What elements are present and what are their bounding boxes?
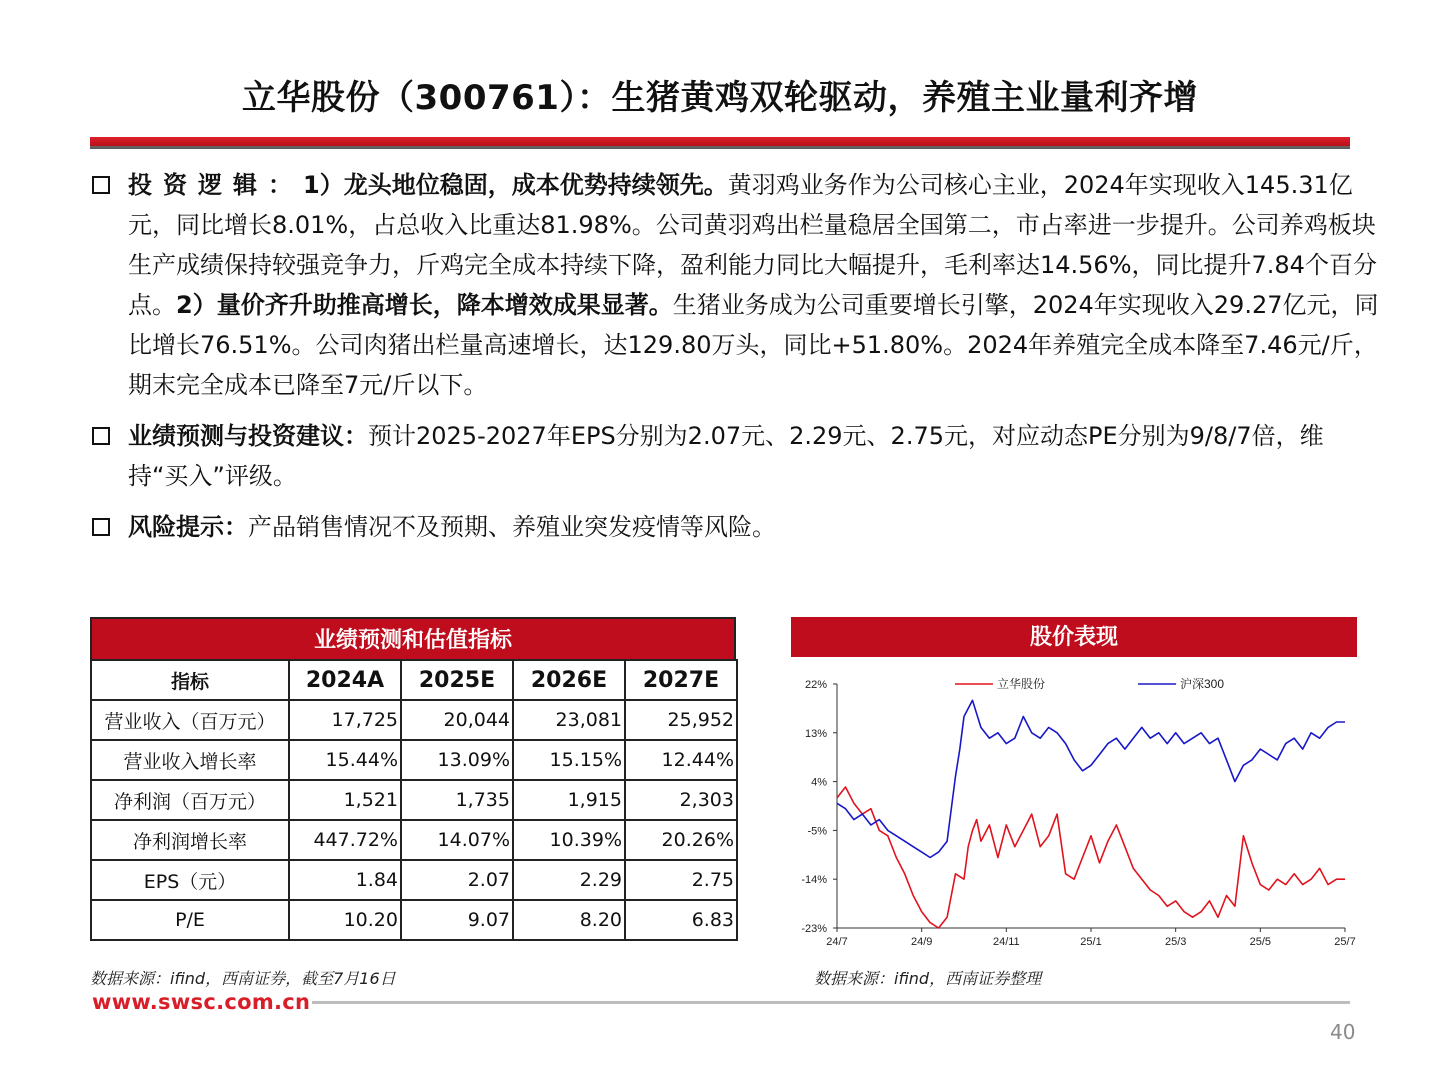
row-label: 营业收入增长率	[91, 740, 289, 780]
footer-url: www.swsc.com.cn	[92, 990, 311, 1014]
x-tick-label: 25/5	[1249, 936, 1272, 948]
bullet-label: 风险提示：	[128, 513, 248, 541]
y-tick-label: -5%	[807, 825, 827, 838]
table-cell: 1,915	[513, 780, 625, 820]
row-label: 营业收入（百万元）	[91, 700, 289, 740]
y-tick-label: 13%	[804, 727, 827, 740]
bullet-list	[90, 165, 1380, 558]
bullet-text: 预计2025-2027年EPS分别为2.07元、2.29元、2.75元，对应动态PE分别为9/8/7倍，维持“买入”评级。	[128, 422, 1324, 490]
table-cell: 447.72%	[289, 820, 401, 860]
row-label: 净利润（百万元）	[91, 780, 289, 820]
table-row	[91, 740, 737, 780]
bullet-forecast	[90, 416, 1380, 496]
bullet-bold-text: 1）龙头地位稳固，成本优势持续领先。	[303, 171, 728, 199]
table-header-row	[91, 660, 737, 700]
series-line-lihua	[837, 787, 1345, 928]
table-cell: 1,735	[401, 780, 513, 820]
x-tick-label: 24/11	[992, 936, 1020, 948]
column-header: 指标	[91, 660, 289, 700]
table-cell: 6.83	[625, 900, 737, 940]
stock-performance-chart	[790, 660, 1360, 960]
table-cell: 1.84	[289, 860, 401, 900]
row-label: EPS（元）	[91, 860, 289, 900]
bullet-label: 投资逻辑：	[128, 171, 303, 199]
checkbox-square-icon	[92, 176, 110, 194]
table-cell: 20,044	[401, 700, 513, 740]
column-header: 2027E	[625, 660, 737, 700]
column-header: 2025E	[401, 660, 513, 700]
y-tick-label: 22%	[804, 679, 827, 691]
bullet-investment-logic	[90, 165, 1380, 405]
table-cell: 9.07	[401, 900, 513, 940]
table-row	[91, 700, 737, 740]
row-label: P/E	[91, 900, 289, 940]
bullet-bold-text: 2）量价齐升助推高增长，降本增效成果显著。	[176, 291, 673, 319]
y-tick-label: 4%	[811, 776, 827, 789]
series-line-hs300	[837, 700, 1345, 857]
financial-table-panel	[90, 617, 736, 941]
x-tick-label: 25/3	[1164, 936, 1187, 948]
legend-label-lihua: 立华股份	[997, 677, 1046, 691]
column-header: 2024A	[289, 660, 401, 700]
column-header: 2026E	[513, 660, 625, 700]
chart-title: 股价表现	[791, 617, 1357, 657]
table-row	[91, 900, 737, 940]
bullet-text: 黄羽鸡业务作为公司核心主业，2024年实现收入145.31亿元，同比增长8.01%，占总收入比重达81.98%。公司黄羽鸡出栏量稳居全国第二，市占率进一步提升。公司养鸡板块生产成绩保持较强竞争力，斤鸡完全成本持续下降，盈利能力同比大幅提升，毛利率达14.56%，同比提升7.84个百分点。	[128, 171, 1377, 319]
table-cell: 13.09%	[401, 740, 513, 780]
x-tick-label: 25/7	[1334, 936, 1356, 948]
checkbox-square-icon	[92, 518, 110, 536]
table-cell: 14.07%	[401, 820, 513, 860]
bullet-risk	[90, 507, 1380, 547]
x-tick-label: 25/1	[1080, 936, 1102, 948]
bullet-label: 业绩预测与投资建议：	[128, 422, 368, 450]
footer-divider	[312, 1001, 1350, 1004]
x-tick-label: 24/9	[910, 936, 933, 948]
table-source-note: 数据来源：ifind，西南证券，截至7月16日	[90, 969, 396, 988]
table-cell: 25,952	[625, 700, 737, 740]
legend-label-hs300: 沪深300	[1180, 677, 1225, 691]
table-cell: 15.15%	[513, 740, 625, 780]
table-cell: 15.44%	[289, 740, 401, 780]
y-tick-label: -14%	[801, 874, 827, 887]
table-cell: 12.44%	[625, 740, 737, 780]
table-cell: 23,081	[513, 700, 625, 740]
table-cell: 20.26%	[625, 820, 737, 860]
table-row	[91, 820, 737, 860]
table-cell: 2.29	[513, 860, 625, 900]
table-cell: 2.07	[401, 860, 513, 900]
x-tick-label: 24/7	[826, 936, 848, 948]
title-divider	[90, 137, 1350, 149]
bullet-text: 产品销售情况不及预期、养殖业突发疫情等风险。	[248, 513, 776, 541]
table-cell: 10.20	[289, 900, 401, 940]
table-row	[91, 860, 737, 900]
table-title: 业绩预测和估值指标	[90, 617, 736, 659]
chart-source-note: 数据来源：ifind，西南证券整理	[814, 969, 1042, 988]
page-number: 40	[1330, 1020, 1356, 1044]
bullet-text: 生猪业务成为公司重要增长引擎，2024年实现收入29.27亿元，同比增长76.51%。公司肉猪出栏量高速增长，达129.80万头，同比+51.80%。2024年养殖完全成本降至7.46元/斤，期末完全成本已降至7元/斤以下。	[128, 291, 1379, 399]
table-cell: 2,303	[625, 780, 737, 820]
table-cell: 2.75	[625, 860, 737, 900]
table-row	[91, 780, 737, 820]
financial-table	[90, 659, 738, 941]
table-cell: 17,725	[289, 700, 401, 740]
table-cell: 8.20	[513, 900, 625, 940]
page-title: 立华股份（300761）：生猪黄鸡双轮驱动，养殖主业量利齐增	[242, 78, 1198, 118]
y-tick-label: -23%	[801, 923, 827, 935]
row-label: 净利润增长率	[91, 820, 289, 860]
checkbox-square-icon	[92, 427, 110, 445]
table-cell: 1,521	[289, 780, 401, 820]
table-cell: 10.39%	[513, 820, 625, 860]
